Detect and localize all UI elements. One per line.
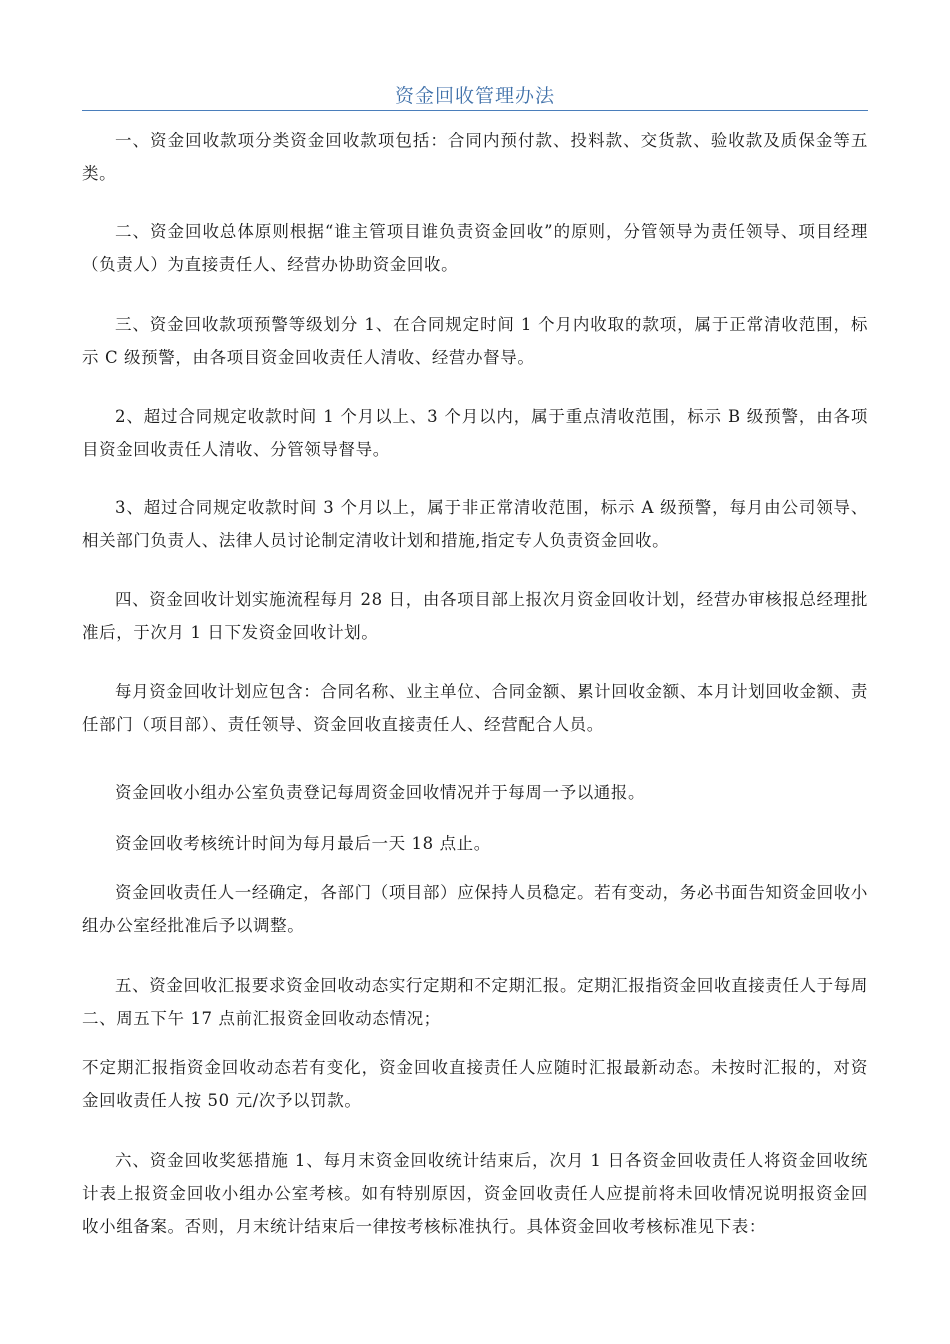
- paragraph-fund-categories: 一、资金回收款项分类资金回收款项包括：合同内预付款、投料款、交货款、验收款及质保金等五类。: [82, 131, 868, 183]
- paragraph-reporting-requirements: 五、资金回收汇报要求资金回收动态实行定期和不定期汇报。定期汇报指资金回收直接责任人于每周二、周五下午 17 点前汇报资金回收动态情况；: [82, 976, 868, 1028]
- paragraph-irregular-reporting: 不定期汇报指资金回收动态若有变化，资金回收直接责任人应随时汇报最新动态。未按时汇报的，对资金回收责任人按 50 元/次予以罚款。: [82, 1058, 868, 1110]
- paragraph-warning-level-c: 三、资金回收款项预警等级划分 1、在合同规定时间 1 个月内收取的款项，属于正常清收范围，标示 C 级预警，由各项目资金回收责任人清收、经营办督导。: [82, 315, 868, 367]
- paragraph-plan-contents: 每月资金回收计划应包含：合同名称、业主单位、合同金额、累计回收金额、本月计划回收金额、责任部门（项目部）、责任领导、资金回收直接责任人、经营配合人员。: [82, 682, 868, 734]
- paragraph-warning-level-b: 2、超过合同规定收款时间 1 个月以上、3 个月以内，属于重点清收范围，标示 B 级预警，由各项目资金回收责任人清收、分管领导督导。: [82, 407, 868, 459]
- paragraph-statistics-time: 资金回收考核统计时间为每月最后一天 18 点止。: [115, 834, 491, 853]
- paragraph-weekly-report: 资金回收小组办公室负责登记每周资金回收情况并于每周一予以通报。: [115, 783, 646, 802]
- paragraph-general-principle: 二、资金回收总体原则根据“谁主管项目谁负责资金回收”的原则，分管领导为责任领导、项目经理（负责人）为直接责任人、经营办协助资金回收。: [82, 222, 868, 274]
- paragraph-plan-process: 四、资金回收计划实施流程每月 28 日，由各项目部上报次月资金回收计划，经营办审核报总经理批准后，于次月 1 日下发资金回收计划。: [82, 590, 868, 642]
- paragraph-personnel-stability: 资金回收责任人一经确定，各部门（项目部）应保持人员稳定。若有变动，务必书面告知资金回收小组办公室经批准后予以调整。: [82, 883, 868, 935]
- document-title: 资金回收管理办法: [394, 85, 555, 107]
- paragraph-warning-level-a: 3、超过合同规定收款时间 3 个月以上，属于非正常清收范围，标示 A 级预警，每月由公司领导、相关部门负责人、法律人员讨论制定清收计划和措施,指定专人负责资金回收。: [82, 498, 868, 550]
- document-header: [82, 78, 868, 111]
- paragraph-rewards-penalties: 六、资金回收奖惩措施 1、每月末资金回收统计结束后，次月 1 日各资金回收责任人将资金回收统计表上报资金回收小组办公室考核。如有特别原因，资金回收责任人应提前将未回收情况说明报资金回收小组备案。否则，月末统计结束后一律按考核标准执行。具体资金回收考核标准见下表：: [82, 1151, 868, 1236]
